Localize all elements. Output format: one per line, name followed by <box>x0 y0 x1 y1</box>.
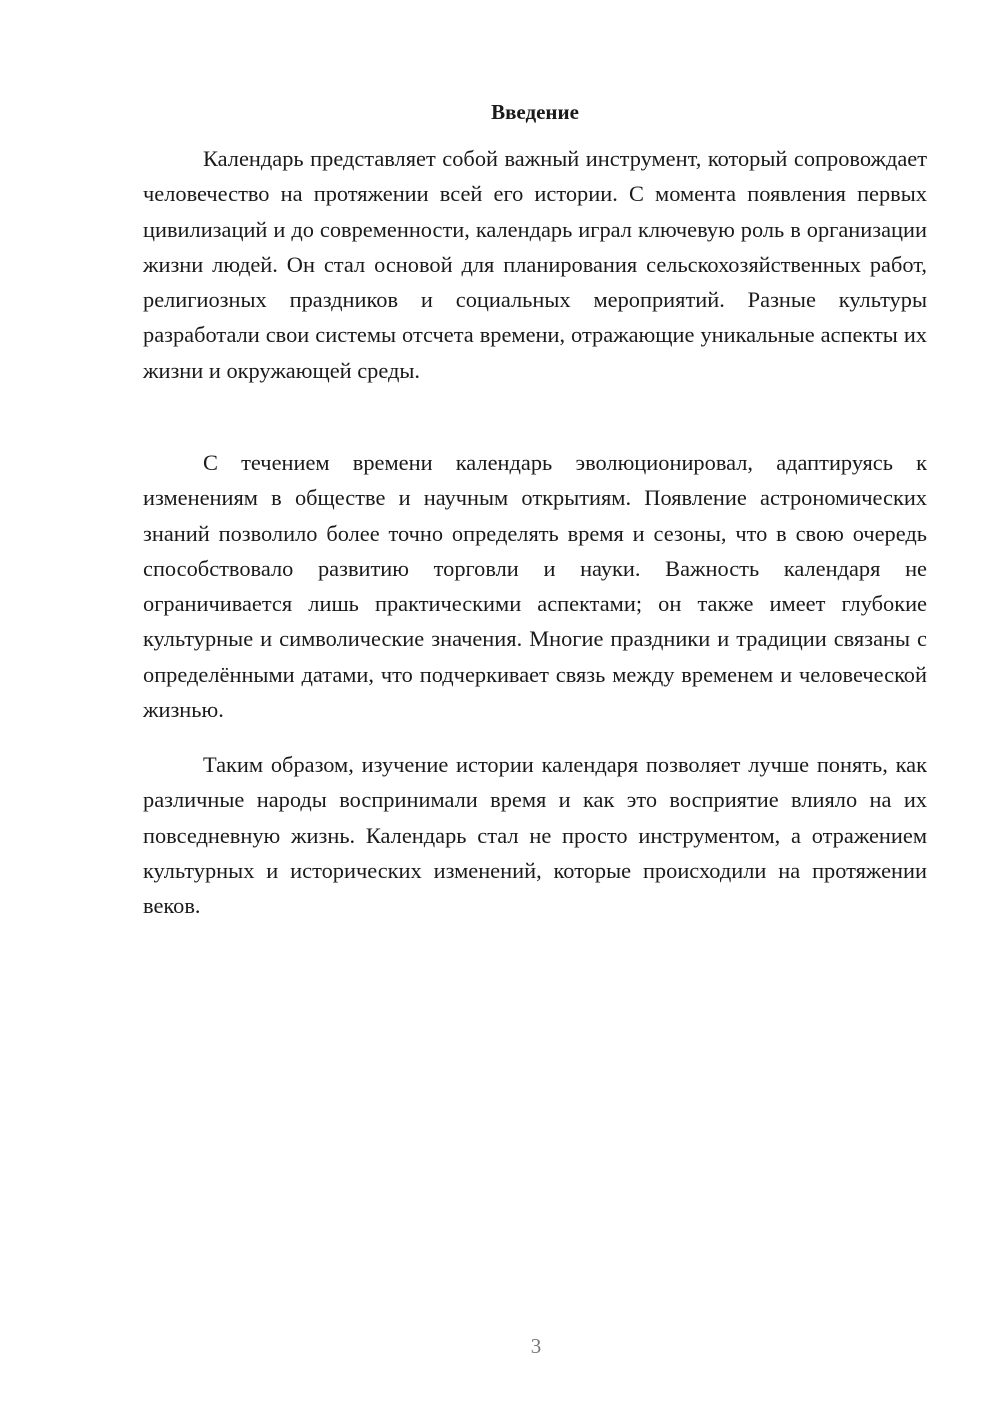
paragraph-2: С течением времени календарь эволюционировал, адаптируясь к изменениям в обществе и научным открытиям. Появление астрономических знаний позволило более точно определять время и сезоны, что в свою очередь способствовало развитию торговли и науки. Важность календаря не ограничивается лишь практическими аспектами; он также имеет глубокие культурные и символические значения. Многие праздники и традиции связаны с определёнными датами, что подчеркивает связь между временем и человеческой жизнью. <box>143 450 927 723</box>
section-heading: Введение <box>491 100 579 124</box>
paragraph-3: Таким образом, изучение истории календаря позволяет лучше понять, как различные народы воспринимали время и как это восприятие влияло на их повседневную жизнь. Календарь стал не просто инструментом, а отражением культурных и исторических изменений, которые происходили на протяжении веков. <box>143 752 927 919</box>
paragraph-1: Календарь представляет собой важный инструмент, который сопровождает человечество на протяжении всей его истории. С момента появления первых цивилизаций и до современности, календарь играл ключевую роль в организации жизни людей. Он стал основой для планирования сельскохозяйственных работ, религиозных праздников и социальных мероприятий. Разные культуры разработали свои системы отсчета времени, отражающие уникальные аспекты их жизни и окружающей среды. <box>143 146 927 383</box>
page-number: 3 <box>530 1334 542 1358</box>
